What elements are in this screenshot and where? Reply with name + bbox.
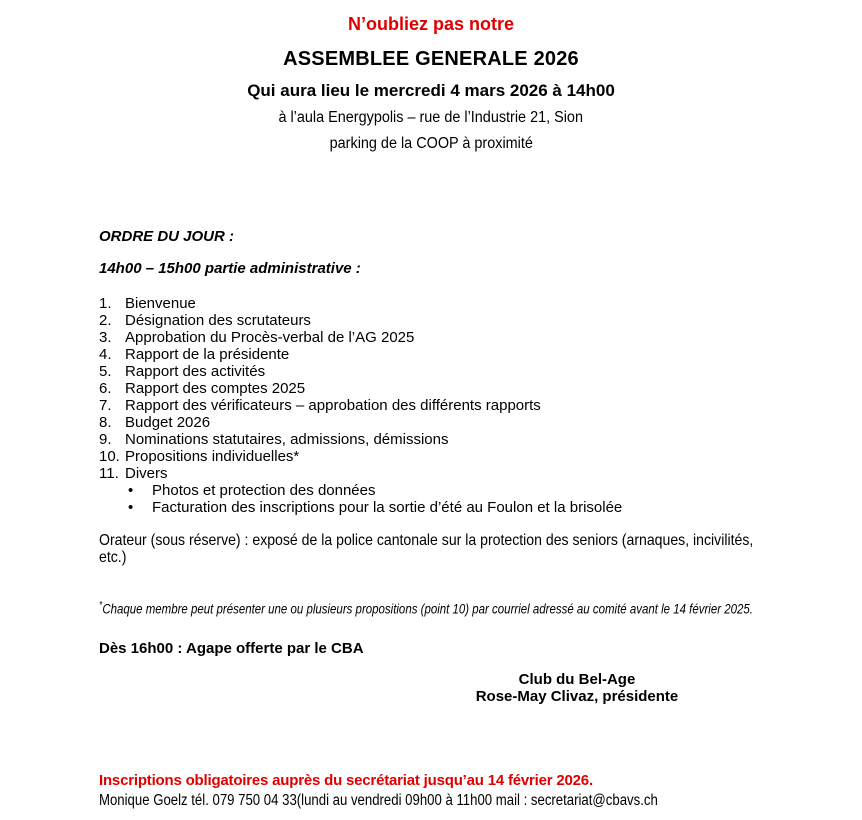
agenda-item-text: Rapport des vérificateurs – approbation des différents rapports	[125, 397, 541, 414]
agenda-item-text: Nominations statutaires, admissions, démissions	[125, 431, 449, 448]
agenda-item-text: Bienvenue	[125, 295, 196, 312]
agenda-item-text: Propositions individuelles*	[125, 448, 300, 465]
speaker-note-line: etc.)	[99, 549, 127, 566]
agenda-item-number: 9.	[99, 431, 112, 448]
propositions-footnote	[99, 598, 844, 618]
document-body	[0, 229, 862, 809]
agenda-item-number: 10.	[99, 448, 120, 465]
agenda-subheading: 14h00 – 15h00 partie administrative :	[99, 260, 361, 277]
agenda-item-text: Divers	[125, 465, 168, 482]
event-location: à l’aula Energypolis – rue de l’Industrie 21, Sion	[278, 109, 584, 126]
agenda-heading: ORDRE DU JOUR :	[99, 228, 235, 245]
agenda-item-text: Approbation du Procès-verbal de l’AG 2025	[125, 329, 415, 346]
agenda-item-text: Rapport de la présidente	[125, 346, 290, 363]
agenda-item-number: 3.	[99, 329, 112, 346]
footnote-text: Chaque membre peut présenter une ou plusieurs propositions (point 10) par courriel adressé au comité avant le 14 février 2025.	[102, 601, 753, 617]
agenda-item	[99, 312, 844, 329]
agenda-item-text: Rapport des activités	[125, 363, 266, 380]
agenda-item-number: 2.	[99, 312, 112, 329]
agenda-item	[99, 465, 844, 482]
registration-deadline: Inscriptions obligatoires auprès du secrétariat jusqu’au 14 février 2026.	[99, 771, 593, 789]
agenda-item-text: Désignation des scrutateurs	[125, 312, 311, 329]
event-datetime: Qui aura lieu le mercredi 4 mars 2026 à 14h00	[247, 81, 615, 100]
contact-info: Monique Goelz tél. 079 750 04 33(lundi au vendredi 09h00 à 11h00 mail : secretariat@cbavs.ch	[99, 791, 658, 809]
agenda-item	[99, 346, 844, 363]
reminder-text: N’oubliez pas notre	[347, 14, 515, 34]
divers-sub-list	[99, 482, 844, 516]
agenda-item	[99, 295, 844, 312]
divers-sub-item	[99, 499, 844, 516]
divers-sub-item-text: Facturation des inscriptions pour la sortie d’été au Foulon et la brisolée	[152, 499, 623, 516]
agenda-item-text: Budget 2026	[125, 414, 211, 431]
agenda-item-number: 5.	[99, 363, 112, 380]
agenda-item	[99, 448, 844, 465]
signature-organization: Club du Bel-Age	[518, 670, 636, 688]
signature-block	[437, 671, 717, 706]
agenda-list	[99, 295, 844, 482]
agenda-item-number: 6.	[99, 380, 112, 397]
bullet-icon	[99, 499, 152, 516]
assembly-title: ASSEMBLEE GENERALE 2026	[283, 48, 579, 70]
speaker-note	[99, 532, 844, 566]
agenda-item	[99, 397, 844, 414]
agenda-item	[99, 380, 844, 397]
agenda-item	[99, 414, 844, 431]
agape-note: Dès 16h00 : Agape offerte par le CBA	[99, 639, 364, 657]
agenda-item-number: 1.	[99, 295, 112, 312]
speaker-note-line: Orateur (sous réserve) : exposé de la police cantonale sur la protection des seniors (arnaques, incivilités,	[99, 532, 754, 549]
agenda-item	[99, 431, 844, 448]
agenda-item-number: 11.	[99, 465, 119, 482]
agenda-item-text: Rapport des comptes 2025	[125, 380, 306, 397]
divers-sub-item-text: Photos et protection des données	[152, 482, 376, 499]
document-header	[0, 14, 862, 153]
event-parking-info: parking de la COOP à proximité	[329, 135, 533, 152]
bullet-icon	[99, 482, 152, 499]
agenda-item	[99, 329, 844, 346]
agenda-item-number: 4.	[99, 346, 112, 363]
agenda-item-number: 7.	[99, 397, 112, 414]
divers-sub-item	[99, 482, 844, 499]
agenda-item	[99, 363, 844, 380]
footnote-marker: *	[99, 600, 103, 611]
signature-president-name: Rose-May Clivaz, présidente	[475, 688, 679, 705]
agenda-item-number: 8.	[99, 414, 112, 431]
